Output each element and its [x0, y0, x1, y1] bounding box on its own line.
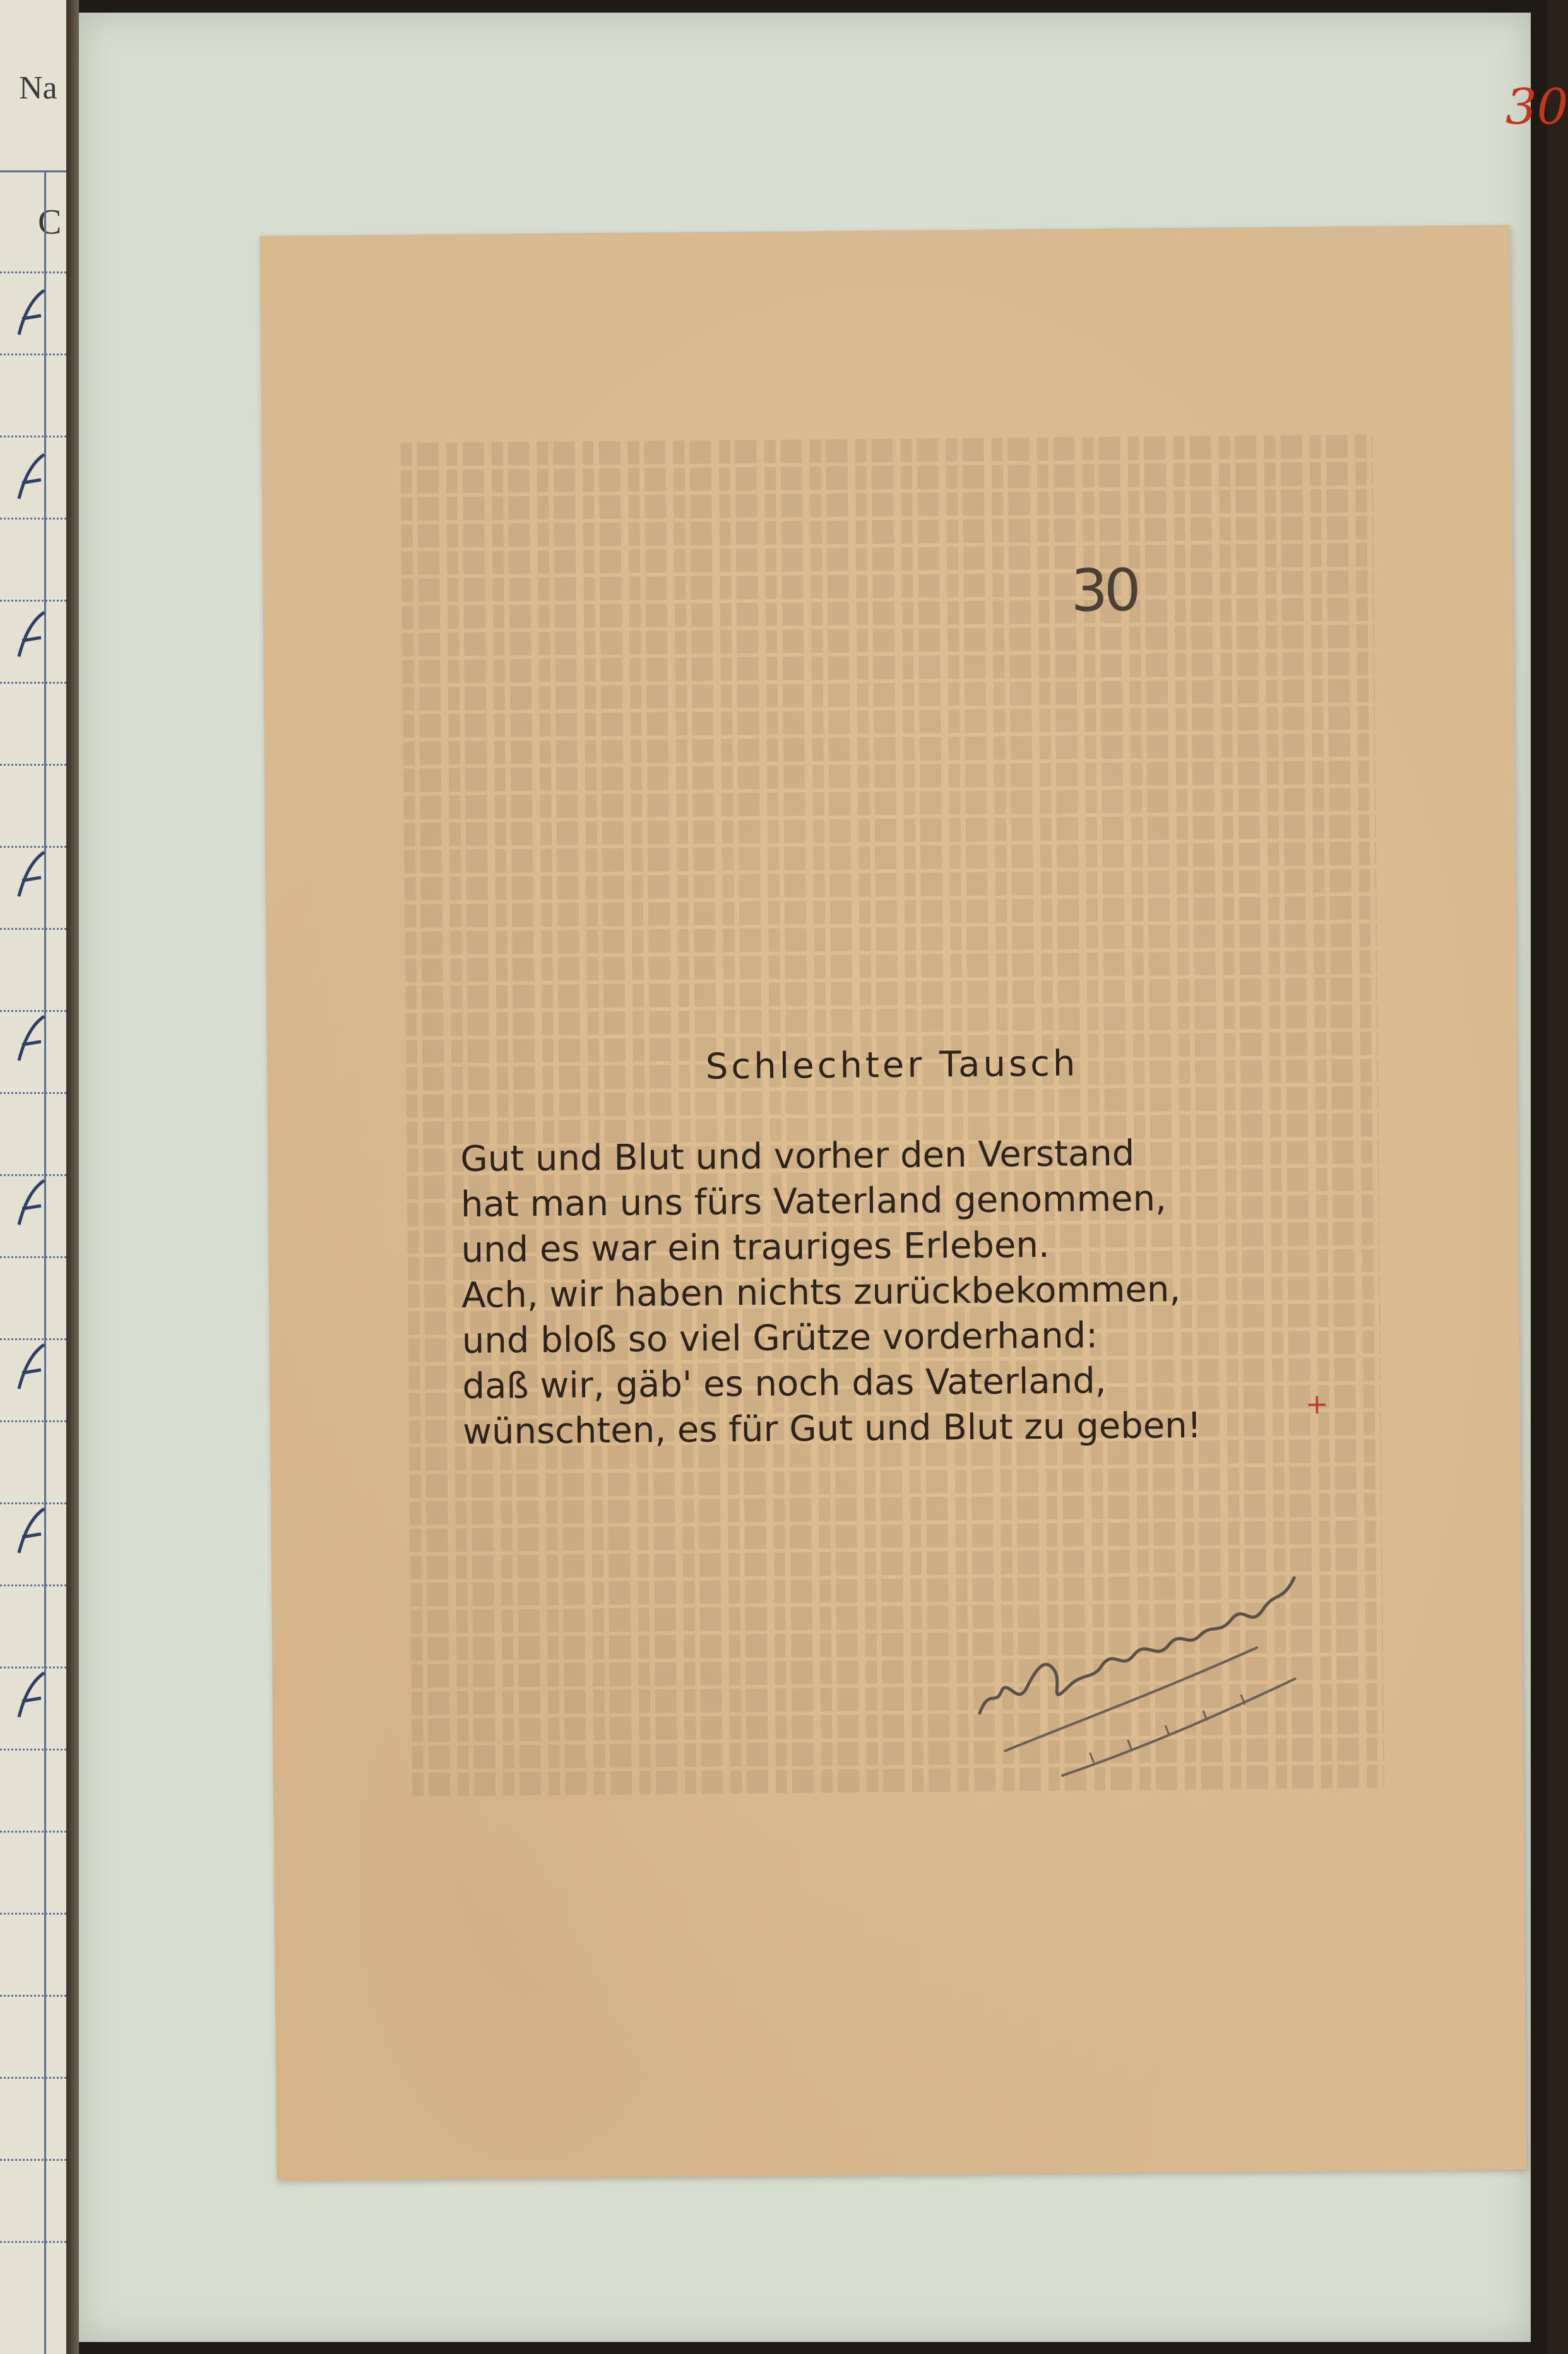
ledger-rule [0, 1584, 66, 1586]
ledger-rule [0, 1749, 66, 1751]
ledger-handwritten-mark [13, 606, 50, 663]
poem-line: daß wir, gäb' es noch das Vaterland, [462, 1360, 1107, 1407]
ledger-rule [0, 764, 66, 766]
ledger-page-edge [0, 0, 70, 2354]
ledger-handwritten-mark [13, 1502, 50, 1559]
ledger-rule [0, 1995, 66, 1997]
ledger-handwritten-mark [13, 1667, 50, 1723]
page-number: 30 [1506, 79, 1568, 136]
ledger-handwritten-mark [13, 1174, 50, 1231]
poem-title: Schlechter Tausch [705, 1043, 1079, 1088]
poem-line: und es war ein trauriges Erleben. [461, 1224, 1050, 1271]
poem-body [460, 1131, 1201, 1455]
red-pencil-mark: + [1305, 1388, 1329, 1421]
poem-line: wünschten, es für Gut und Blut zu geben! [462, 1405, 1202, 1453]
ledger-rule [0, 518, 66, 520]
ledger-rule [0, 682, 66, 684]
ledger-rule [0, 1913, 66, 1915]
ledger-rule [0, 1831, 66, 1833]
poem-line: Ach, wir haben nichts zurückbekommen, [461, 1269, 1181, 1316]
poem-line: Gut und Blut und vorher den Verstand [460, 1132, 1135, 1180]
newspaper-clipping [260, 225, 1527, 2180]
ledger-rule [0, 354, 66, 355]
ledger-column-fragment: C [38, 203, 62, 242]
ledger-rule [0, 600, 66, 602]
ledger-rule [0, 2077, 66, 2079]
pencil-number: 30 [1071, 556, 1138, 625]
ledger-rule [0, 436, 66, 437]
ledger-rule [0, 928, 66, 930]
ledger-rule [0, 1256, 66, 1258]
album-page [79, 13, 1568, 2342]
ledger-rule [0, 170, 66, 172]
ledger-header-fragment: Na [19, 70, 57, 106]
ledger-rule [0, 271, 66, 273]
ledger-rule [0, 1420, 66, 1422]
ledger-handwritten-mark [13, 284, 50, 341]
book-binding-shadow [66, 0, 79, 2354]
ledger-rule [0, 1092, 66, 1094]
ledger-handwritten-mark [13, 846, 50, 903]
poem-line: hat man uns fürs Vaterland genommen, [460, 1178, 1167, 1225]
ledger-rule [0, 2159, 66, 2161]
ledger-rule [0, 2241, 66, 2243]
ledger-handwritten-mark [13, 1338, 50, 1395]
poem-line: und bloß so viel Grütze vorderhand: [461, 1315, 1098, 1362]
pencil-signature [966, 1559, 1359, 1789]
ledger-handwritten-mark [13, 1010, 50, 1067]
ledger-handwritten-mark [13, 448, 50, 505]
